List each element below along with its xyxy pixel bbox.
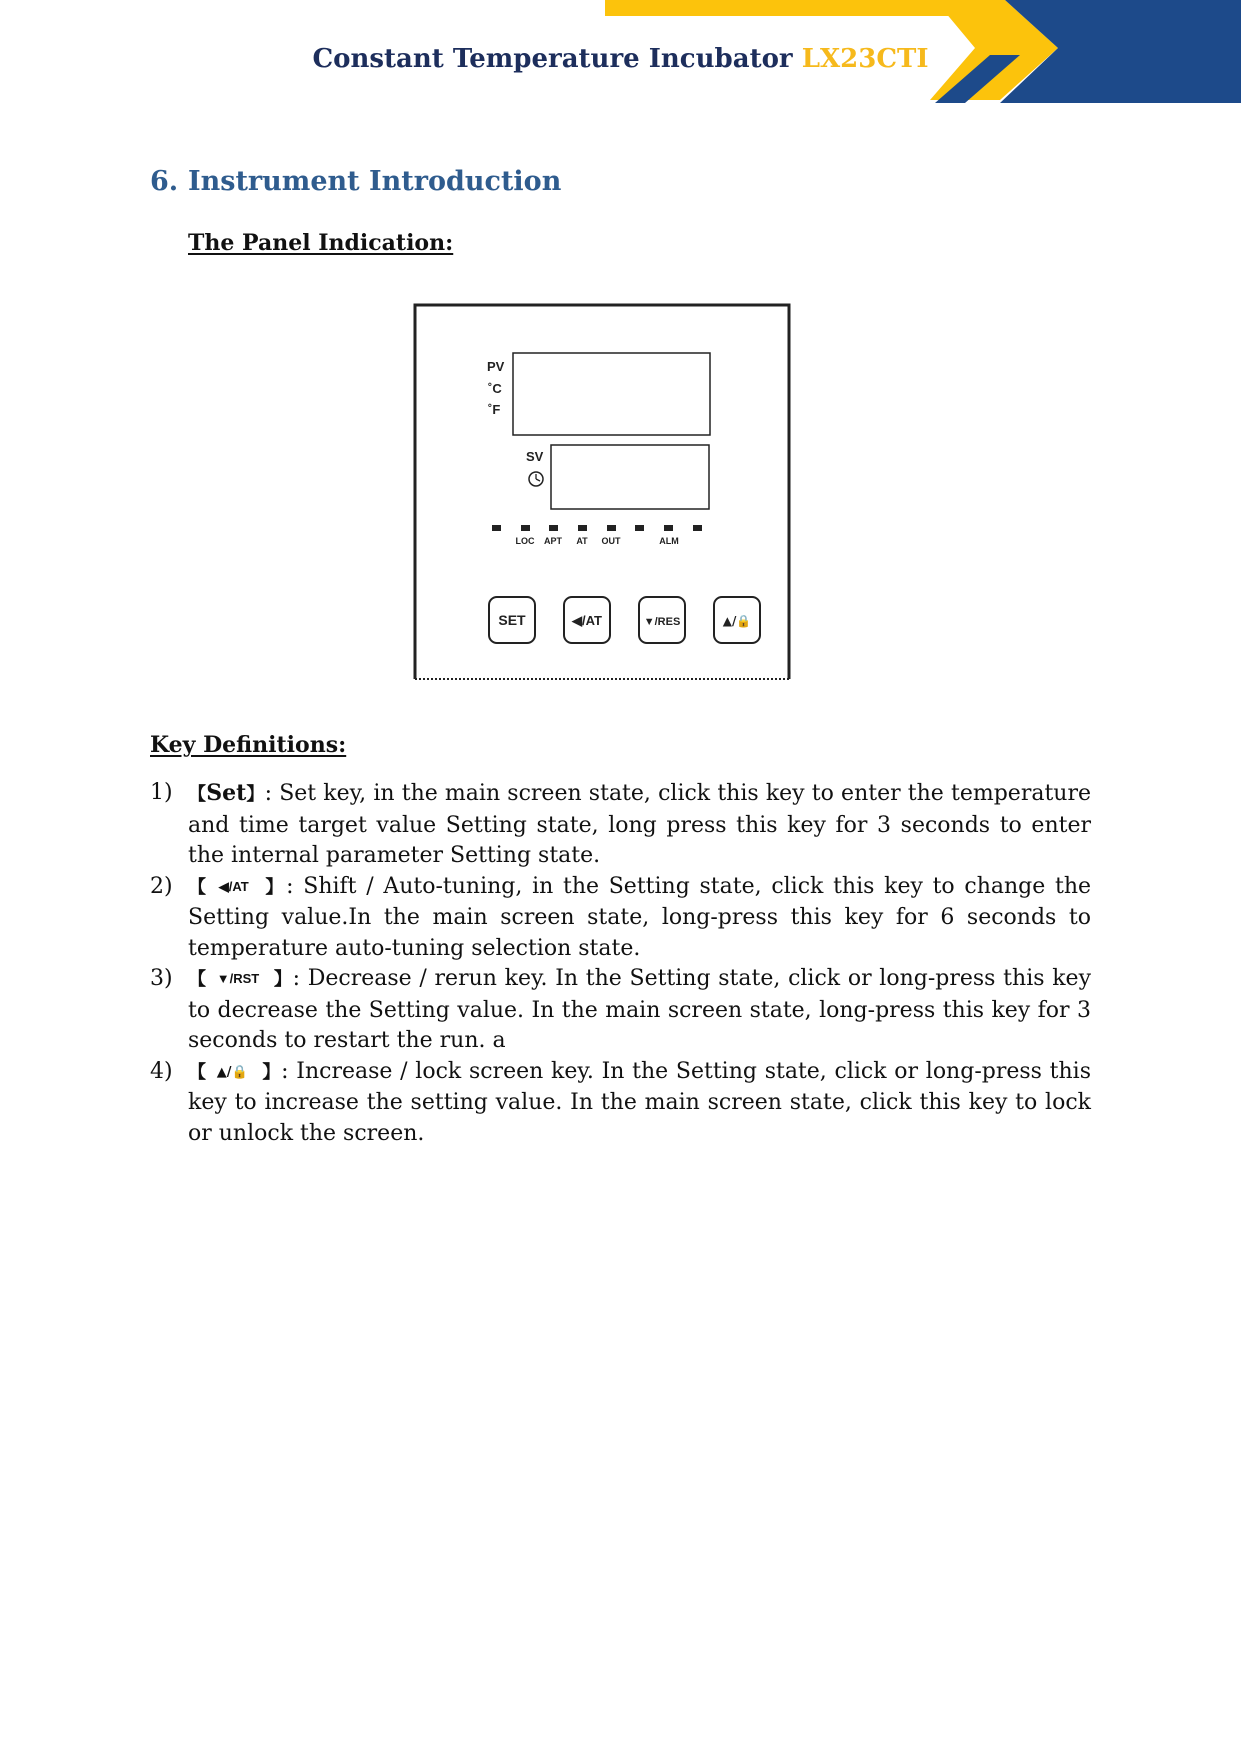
- model-code: LX23CTI: [801, 44, 929, 74]
- bracket-close: 】: [273, 969, 293, 990]
- control-panel-diagram: [413, 303, 791, 681]
- banner-gold-stripe: [605, 0, 955, 16]
- key-name: ▲/🔒: [216, 1064, 248, 1080]
- led-1: [492, 525, 501, 531]
- bracket-open: 【: [188, 784, 207, 805]
- definition-text: : Shift / Auto-tuning, in the Setting state, click this key to change the Setting value.In the main screen state, long-press this key for 6 seconds to temperature auto-tuning selection state.: [188, 873, 1092, 961]
- led-6: [635, 525, 644, 531]
- definition-set-key: [150, 778, 1091, 872]
- fahrenheit-label: ˚F: [488, 402, 501, 417]
- indicator-label-out: OUT: [601, 536, 621, 546]
- panel-indication-heading: The Panel Indication:: [188, 230, 454, 256]
- key-definitions-list: [150, 778, 1091, 1149]
- definition-number: 1): [150, 780, 173, 805]
- bracket-close: 】: [262, 876, 287, 898]
- section-heading: [150, 166, 561, 197]
- decrease-reset-button-label: ▼/RES: [643, 616, 681, 628]
- definition-text: : Set key, in the main screen state, click this key to enter the temperature and time target value Setting state, long press this key for 3 seconds to enter the internal parameter Setting state.: [188, 781, 1092, 868]
- definition-decrease-key: [150, 964, 1091, 1057]
- sv-display: [551, 445, 709, 509]
- key-name: Set: [206, 780, 247, 806]
- bracket-open: 【: [188, 1061, 207, 1083]
- increase-lock-button-label: ▲/🔒: [722, 614, 752, 628]
- led-out: [607, 525, 616, 531]
- bracket-close: 】: [246, 784, 265, 805]
- document-title: [0, 44, 1241, 74]
- led-alm: [664, 525, 673, 531]
- bracket-open: 【: [188, 969, 207, 990]
- document-title-text: Constant Temperature Incubator: [312, 44, 793, 74]
- definition-text: : Decrease / rerun key. In the Setting state, click or long-press this key to decrease the Setting value. In the main screen state, long-press this key for 3 seconds to restart the run. a: [188, 966, 1092, 1053]
- clock-icon: [529, 472, 543, 486]
- definition-number: 3): [150, 966, 173, 991]
- led-loc: [521, 525, 530, 531]
- pv-label: PV: [487, 359, 505, 374]
- indicator-label-at: AT: [576, 536, 588, 546]
- led-indicators: [492, 525, 702, 531]
- shift-autotune-button[interactable]: [564, 597, 610, 643]
- definition-text: : Increase / lock screen key. In the Setting state, click or long-press this key to increase the setting value. In the main screen state, click this key to lock or unlock the screen.: [188, 1058, 1092, 1146]
- pv-display: [513, 353, 710, 435]
- indicator-label-alm: ALM: [659, 536, 679, 546]
- led-apt: [549, 525, 558, 531]
- section-number: 6.: [150, 166, 179, 197]
- definition-shift-key: [150, 872, 1091, 965]
- key-definitions-heading: Key Definitions:: [150, 732, 347, 758]
- increase-lock-button[interactable]: [714, 597, 760, 643]
- key-name: ◀/AT: [218, 878, 249, 894]
- indicator-label-apt: APT: [544, 536, 562, 546]
- decrease-reset-button[interactable]: [639, 597, 685, 643]
- definition-increase-key: [150, 1057, 1091, 1150]
- shift-autotune-button-label: ◀/AT: [572, 613, 602, 628]
- sv-label: SV: [526, 449, 544, 464]
- led-8: [693, 525, 702, 531]
- key-name: ▼/RST: [216, 971, 260, 986]
- set-button-label: SET: [498, 612, 526, 628]
- celsius-label: ˚C: [488, 381, 502, 396]
- indicator-label-loc: LOC: [515, 536, 535, 546]
- section-title: Instrument Introduction: [188, 166, 562, 197]
- set-button[interactable]: [489, 597, 535, 643]
- definition-number: 4): [150, 1058, 173, 1084]
- led-at: [578, 525, 587, 531]
- definition-number: 2): [150, 873, 173, 899]
- bracket-close: 】: [261, 1061, 282, 1083]
- bracket-open: 【: [188, 876, 209, 898]
